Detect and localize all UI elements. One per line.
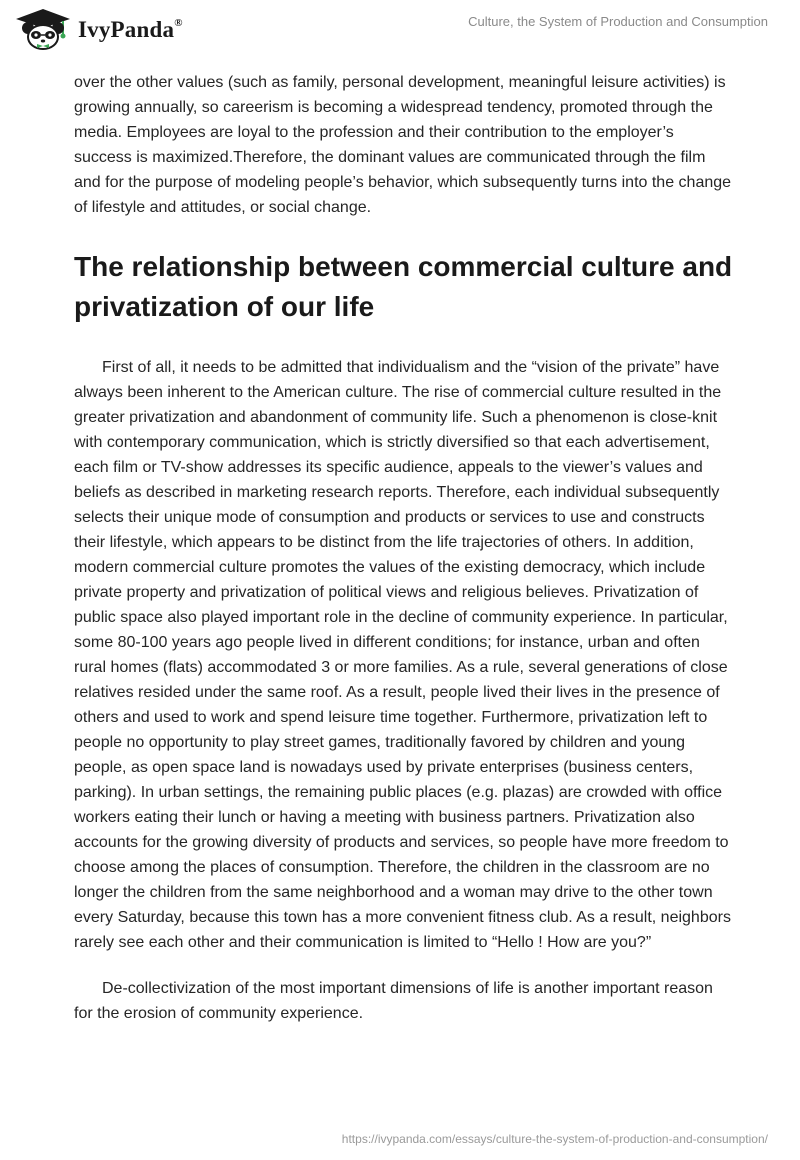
- section-heading: The relationship between commercial culture and privatization of our life: [74, 251, 733, 322]
- page-header: [0, 0, 800, 60]
- source-url[interactable]: https://ivypanda.com/essays/culture-the-system-of-production-and-consumption/: [341, 1132, 768, 1146]
- document-title: Culture, the System of Production and Consumption: [468, 14, 768, 29]
- site-logo[interactable]: [14, 8, 183, 50]
- paragraph-continued: over the other values (such as family, personal development, meaningful leisure activities) is growing annually, so careerism is becoming a widespread tendency, promoted through the media. Employees are loyal to the profession and their contribution to the employer’s success is maximized.Therefore, the dominant values are communicated through the film and for the purpose of modeling people’s behavior, which subsequently turns into the change of lifestyle and attitudes, or social change.: [74, 74, 732, 216]
- brand-name: IvyPanda®: [78, 17, 183, 42]
- paragraph: First of all, it needs to be admitted that individualism and the “vision of the private” have always been inherent to the American culture. The rise of commercial culture resulted in the greater privatization and abandonment of community life. Such a phenomenon is close-knit with contemporary communication, which is strictly diversified so that each advertisement, each film or TV-show addresses its specific audience, appeals to the viewer’s values and beliefs as described in marketing research reports. Therefore, each individual subsequently selects their unique mode of consumption and products or services to use and constructs their lifestyle, which appears to be distinct from the life trajectories of others. In addition, modern commercial culture promotes the values of the existing democracy, which include private property and privatization of political views and religious believes. Privatization of public space also played important role in the decline of community experience. In particular, some 80-100 years ago people lived in different conditions; for instance, urban and often rural homes (flats) accommodated 3 or more families. As a rule, several generations of close relatives resided under the same roof. As a result, people lived their lives in the presence of others and used to work and spend leisure time together. Furthermore, privatization left to people no opportunity to play street games, traditionally favored by children and young people, as open space land is nowadays used by private enterprises (business centers, parking). In urban settings, the remaining public places (e.g. plazas) are crowded with office workers eating their lunch or having a meeting with business partners. Privatization also accounts for the growing diversity of products and services, so people have more freedom to choose among the places of consumption. Therefore, the children in the classroom are no longer the children from the same neighborhood and a woman may drive to the other town every Saturday, because this town has a more convenient fitness club. As a result, neighbors rarely see each other and their communication is limited to “Hello ! How are you?”: [74, 359, 731, 951]
- essay-content: [74, 70, 734, 1026]
- panda-graduate-logo-icon: [14, 8, 72, 50]
- paragraph: De-collectivization of the most important dimensions of life is another important reason for the erosion of community experience.: [74, 980, 713, 1022]
